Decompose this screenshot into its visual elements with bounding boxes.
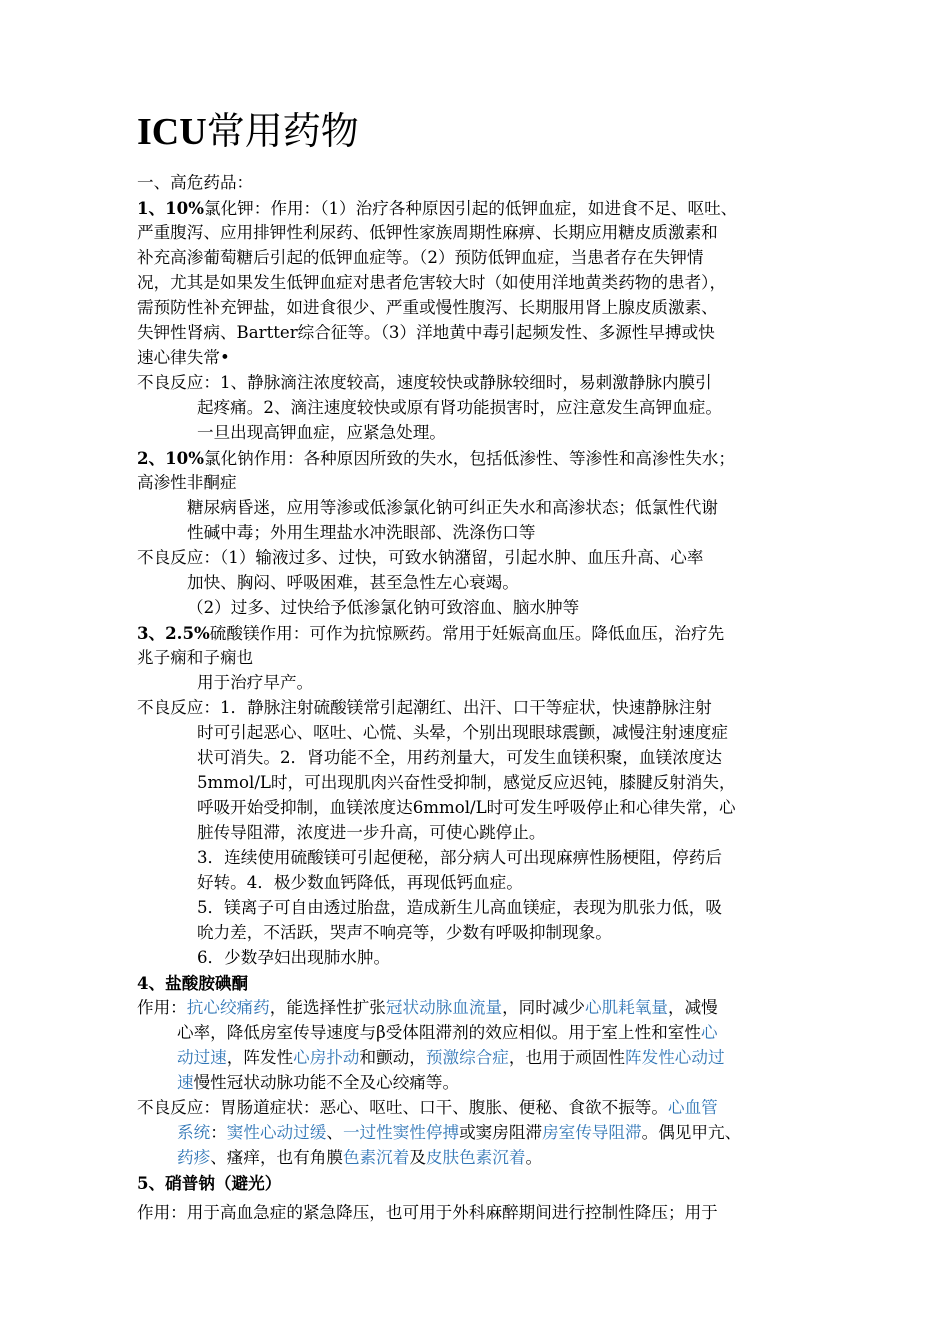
term-link[interactable]: 窦性心动过缓	[226, 1123, 327, 1142]
kcl-line-5: 需预防性补充钾盐，如进食很少、严重或慢性腹泻、长期服用肾上腺皮质激素、	[137, 298, 718, 317]
nitroprusside-heading: 5、硝普钠（避光）	[137, 1173, 282, 1193]
term-link[interactable]: 房室传导阻滞	[542, 1123, 642, 1142]
mg-adverse-1: 不良反应：1．静脉注射硫酸镁常引起潮红、出汗、口干等症状，快速静脉注射	[137, 698, 712, 717]
mg-adverse-4: 5mmol/L时，可出现肌肉兴奋性受抑制，感觉反应迟钝，膝腱反射消失，	[197, 773, 736, 792]
amio-effect-4: 速慢性冠状动脉功能不全及心绞痛等。	[177, 1073, 460, 1092]
amio-adverse-3: 药疹、瘙痒，也有角膜色素沉着及皮肤色素沉着。	[177, 1148, 543, 1167]
mg-adverse-7: 3．连续使用硫酸镁可引起便秘，部分病人可出现麻痹性肠梗阻，停药后	[197, 848, 722, 867]
amio-effect-1: 作用：抗心绞痛药，能选择性扩张冠状动脉血流量，同时减少心肌耗氧量，减慢	[137, 998, 718, 1017]
amio-effect-2: 心率，降低房室传导速度与β受体阻滞剂的效应相似。用于室上性和室性心	[177, 1023, 718, 1042]
mg-adverse-9: 5．镁离子可自由透过胎盘，造成新生儿高血镁症，表现为肌张力低，吸	[197, 898, 722, 917]
term-link[interactable]: 一过性窦性停搏	[342, 1123, 460, 1142]
nacl-adverse-2: 加快、胸闷、呼吸困难，甚至急性左心衰竭。	[187, 573, 519, 592]
term-link[interactable]: 心肌耗氧量	[585, 998, 668, 1017]
mg-adverse-8: 好转。4．极少数血钙降低，再现低钙血症。	[197, 873, 523, 892]
amio-effect-3: 动过速，阵发性心房扑动和颤动，预激综合症，也用于顽固性阵发性心动过	[177, 1048, 725, 1067]
term-link[interactable]: 冠状动脉血流量	[385, 998, 503, 1017]
term-link[interactable]: 心血管	[668, 1098, 718, 1117]
kcl-line-4: 况，尤其是如果发生低钾血症对患者危害较大时（如使用洋地黄类药物的患者），	[137, 273, 727, 292]
term-link[interactable]: 色素沉着	[342, 1148, 410, 1167]
mg-adverse-5: 呼吸开始受抑制，血镁浓度达6mmol/L时可发生呼吸停止和心律失常，心	[197, 798, 736, 817]
term-link[interactable]: 速	[177, 1073, 194, 1092]
mg-line-3: 用于治疗早产。	[197, 673, 314, 692]
term-link[interactable]: 心房扑动	[293, 1048, 360, 1067]
nacl-line-3: 糖尿病昏迷，应用等渗或低渗氯化钠可纠正失水和高渗状态；低氯性代谢	[187, 498, 718, 517]
nacl-adverse-1: 不良反应：（1）输液过多、过快，可致水钠潴留，引起水肿、血压升高、心率	[137, 548, 704, 567]
kcl-line-1: 1、10%氯化钾：作用：（1）治疗各种原因引起的低钾血症，如进食不足、呕吐、	[137, 198, 738, 218]
page-title: ICU常用药物	[137, 109, 359, 153]
amiodarone-heading: 4、盐酸胺碘酮	[137, 973, 249, 993]
mg-adverse-11: 6．少数孕妇出现肺水肿。	[197, 948, 391, 967]
kcl-line-2: 严重腹泻、应用排钾性利尿药、低钾性家族周期性麻痹、长期应用糖皮质激素和	[137, 223, 718, 242]
amio-adverse-1: 不良反应：胃肠道症状：恶心、呕吐、口干、腹胀、便秘、食欲不振等。心血管	[137, 1098, 718, 1117]
term-link[interactable]: 动过速	[177, 1048, 227, 1067]
term-link[interactable]: 预激综合症	[425, 1048, 509, 1067]
term-link[interactable]: 抗心绞痛药	[186, 998, 270, 1017]
term-link[interactable]: 系统	[177, 1123, 211, 1142]
mg-adverse-10: 吮力差，不活跃，哭声不响亮等，少数有呼吸抑制现象。	[197, 923, 612, 942]
term-link[interactable]: 药疹	[177, 1148, 211, 1167]
amio-adverse-2: 系统：窦性心动过缓、一过性窦性停搏或窦房阻滞房室传导阻滞。偶见甲亢、	[177, 1123, 742, 1142]
kcl-line-6: 失钾性肾病、Bartter综合征等。（3）洋地黄中毒引起频发性、多源性早搏或快	[137, 323, 715, 342]
section-heading: 一、高危药品：	[137, 173, 254, 192]
term-link[interactable]: 皮肤色素沉着	[425, 1148, 526, 1167]
kcl-line-3: 补充高渗葡萄糖后引起的低钾血症等。（2）预防低钾血症，当患者存在失钾情	[137, 248, 704, 267]
mg-adverse-3: 状可消失。2．肾功能不全，用药剂量大，可发生血镁积聚，血镁浓度达	[197, 748, 722, 767]
term-link[interactable]: 阵发性心动过	[625, 1048, 725, 1067]
kcl-adverse-3: 一旦出现高钾血症，应紧急处理。	[197, 423, 446, 442]
mg-adverse-2: 时可引起恶心、呕吐、心慌、头晕，个别出现眼球震颤，减慢注射速度症	[197, 723, 728, 742]
nacl-adverse-3: （2）过多、过快给予低渗氯化钠可致溶血、脑水肿等	[187, 598, 580, 617]
mg-adverse-6: 脏传导阻滞，浓度进一步升高，可使心跳停止。	[197, 823, 546, 842]
kcl-line-7: 速心律失常•	[137, 348, 230, 367]
kcl-adverse-2: 起疼痛。2、滴注速度较快或原有肾功能损害时，应注意发生高钾血症。	[197, 398, 722, 417]
nacl-line-2: 高渗性非酮症	[137, 473, 237, 492]
nacl-line-1: 2、10%氯化钠作用：各种原因所致的失水，包括低渗性、等渗性和高渗性失水；	[137, 448, 735, 468]
mg-line-2: 兆子痫和子痫也	[137, 648, 254, 667]
mg-line-1: 3、2.5%硫酸镁作用：可作为抗惊厥药。常用于妊娠高血压。降低血压，治疗先	[137, 623, 725, 643]
kcl-adverse-1: 不良反应：1、静脉滴注浓度较高，速度较快或静脉较细时，易刺激静脉内膜引	[137, 373, 712, 392]
nitro-effect-1: 作用：用于高血急症的紧急降压，也可用于外科麻醉期间进行控制性降压；用于	[137, 1203, 718, 1222]
term-link[interactable]: 心	[701, 1023, 718, 1042]
nacl-line-4: 性碱中毒；外用生理盐水冲洗眼部、洗涤伤口等	[187, 523, 536, 542]
